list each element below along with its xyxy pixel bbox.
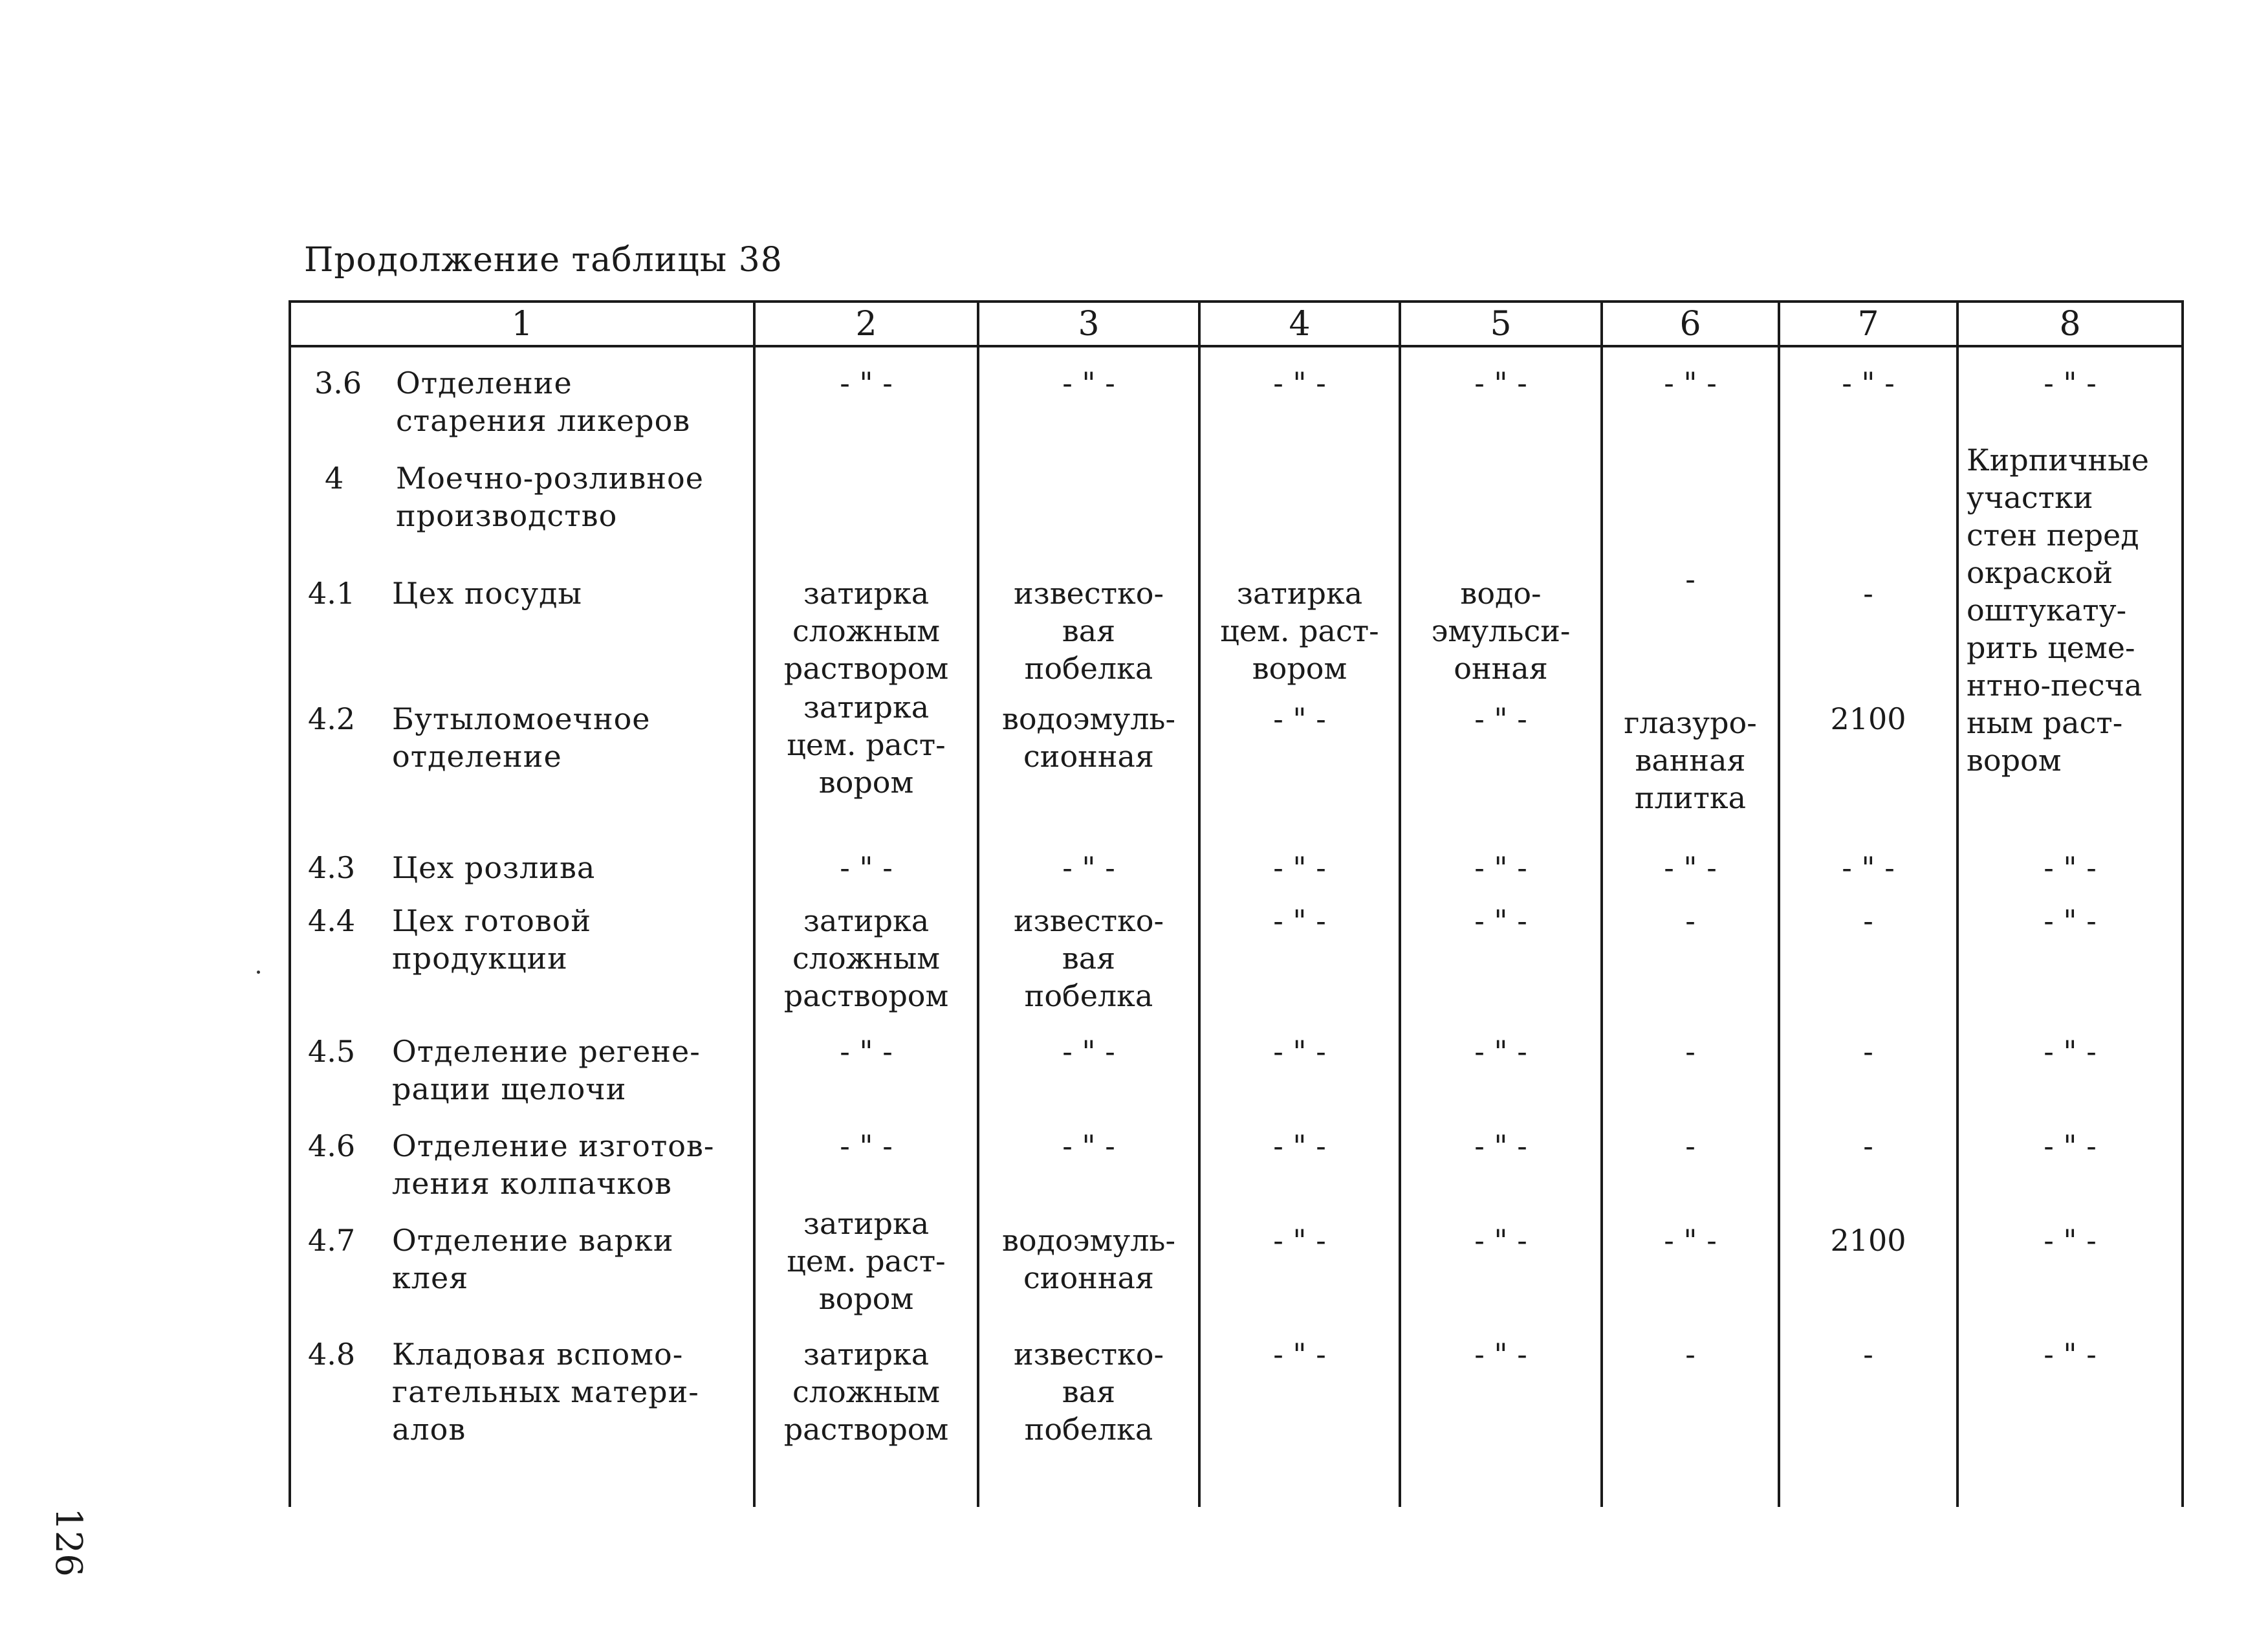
cell-col8: - " -: [2044, 1034, 2097, 1069]
cell-col8: - " -: [2044, 1337, 2097, 1372]
row-name: Цех розлива: [392, 850, 596, 885]
row-name: Цех готовой продукции: [392, 903, 592, 976]
cell-col6: -: [1685, 903, 1696, 938]
column-header: 7: [1857, 305, 1879, 344]
column-header: 4: [1289, 305, 1311, 344]
row-number: 4.5: [308, 1034, 356, 1069]
column-border: [289, 300, 291, 1507]
stray-mark: [257, 971, 260, 974]
cell-col8: - " -: [2044, 1128, 2097, 1163]
column-header: 8: [2059, 305, 2081, 344]
row-number: 4.1: [308, 576, 356, 611]
cell-col4: - " -: [1273, 903, 1326, 938]
cell-col7: - " -: [1842, 850, 1895, 885]
column-border: [2181, 300, 2184, 1507]
row-number: 4.6: [308, 1128, 356, 1163]
cell-col3: известко- вая побелка: [1013, 576, 1164, 686]
cell-col7: -: [1863, 903, 1873, 938]
cell-col6: -: [1685, 1337, 1696, 1372]
cell-col2: затирка сложным раствором: [783, 1337, 949, 1447]
cell-col7: - " -: [1842, 366, 1895, 401]
cell-col5: - " -: [1474, 1034, 1527, 1069]
cell-col4: - " -: [1273, 1128, 1326, 1163]
cell-col6: глазуро- ванная плитка: [1624, 705, 1757, 815]
row-number: 4.7: [308, 1223, 356, 1258]
row-name: Отделение старения ликеров: [396, 366, 691, 438]
row-number: 3.6: [314, 366, 362, 401]
cell-col8: - " -: [2044, 850, 2097, 885]
cell-col8: - " -: [2044, 366, 2097, 401]
page-number: 126: [47, 1508, 89, 1577]
cell-col4: - " -: [1273, 1034, 1326, 1069]
cell-col3: - " -: [1062, 366, 1115, 401]
row-name: Бутыломоечное отделение: [392, 701, 651, 774]
row-number: 4.3: [308, 850, 356, 885]
cell-col6: -: [1685, 1034, 1696, 1069]
cell-col2: затирка цем. раст- вором: [787, 690, 946, 800]
table-caption: Продолжение таблицы 38: [304, 241, 783, 280]
cell-col4: - " -: [1273, 1223, 1326, 1258]
cell-col5: - " -: [1474, 1223, 1527, 1258]
cell-col5: - " -: [1474, 1337, 1527, 1372]
merged-note-col8: Кирпичные участки стен перед окраской оштукату- рить цеме- нтно-песча ным раст- вором: [1967, 443, 2149, 778]
row-name: Моечно-розливное производство: [396, 461, 704, 533]
row-number: 4.2: [308, 701, 356, 736]
row-number: 4.8: [308, 1337, 356, 1372]
cell-col2: затирка сложным раствором: [783, 903, 949, 1013]
cell-col8: - " -: [2044, 1223, 2097, 1258]
row-number: 4.4: [308, 903, 356, 938]
cell-col4: затирка цем. раст- вором: [1220, 576, 1379, 686]
row-name: Отделение регене- рации щелочи: [392, 1034, 701, 1106]
cell-col7: -: [1863, 1128, 1873, 1163]
cell-col2: - " -: [840, 366, 893, 401]
column-header: 5: [1490, 305, 1512, 344]
cell-col6: -: [1685, 1128, 1696, 1163]
cell-col3: известко- вая побелка: [1013, 903, 1164, 1013]
cell-col2: затирка сложным раствором: [783, 576, 949, 686]
cell-col7: -: [1863, 1337, 1873, 1372]
cell-col3: водоэмуль- сионная: [1001, 1223, 1176, 1295]
cell-col4: - " -: [1273, 1337, 1326, 1372]
cell-col2: - " -: [840, 1128, 893, 1163]
cell-col5: - " -: [1474, 701, 1527, 736]
cell-col3: водоэмуль- сионная: [1001, 701, 1176, 774]
cell-col4: - " -: [1273, 850, 1326, 885]
column-header: 2: [855, 305, 877, 344]
row-number: 4: [325, 461, 344, 496]
column-header: 6: [1679, 305, 1701, 344]
cell-col5: - " -: [1474, 903, 1527, 938]
cell-col3: - " -: [1062, 1034, 1115, 1069]
row-name: Цех посуды: [392, 576, 583, 611]
cell-col5: - " -: [1474, 850, 1527, 885]
cell-col2: затирка цем. раст- вором: [787, 1206, 946, 1316]
cell-col4: - " -: [1273, 701, 1326, 736]
cell-col3: - " -: [1062, 850, 1115, 885]
cell-col7: 2100: [1830, 701, 1906, 736]
row-name: Отделение изготов- ления колпачков: [392, 1128, 715, 1201]
row-name: Отделение варки клея: [392, 1223, 674, 1295]
cell-col6: -: [1685, 562, 1696, 597]
column-header: 3: [1078, 305, 1100, 344]
cell-col7: -: [1863, 1034, 1873, 1069]
cell-col6: - " -: [1664, 1223, 1717, 1258]
cell-col4: - " -: [1273, 366, 1326, 401]
column-header: 1: [511, 305, 533, 344]
cell-col6: - " -: [1664, 366, 1717, 401]
cell-col5: водо- эмульси- онная: [1431, 576, 1571, 686]
cell-col2: - " -: [840, 850, 893, 885]
cell-col3: - " -: [1062, 1128, 1115, 1163]
cell-col5: - " -: [1474, 366, 1527, 401]
cell-col2: - " -: [840, 1034, 893, 1069]
cell-col3: известко- вая побелка: [1013, 1337, 1164, 1447]
cell-col5: - " -: [1474, 1128, 1527, 1163]
row-name: Кладовая вспомо- гательных матери- алов: [392, 1337, 699, 1447]
cell-col7: -: [1863, 576, 1873, 611]
cell-col6: - " -: [1664, 850, 1717, 885]
cell-col8: - " -: [2044, 903, 2097, 938]
cell-col7: 2100: [1830, 1223, 1906, 1258]
